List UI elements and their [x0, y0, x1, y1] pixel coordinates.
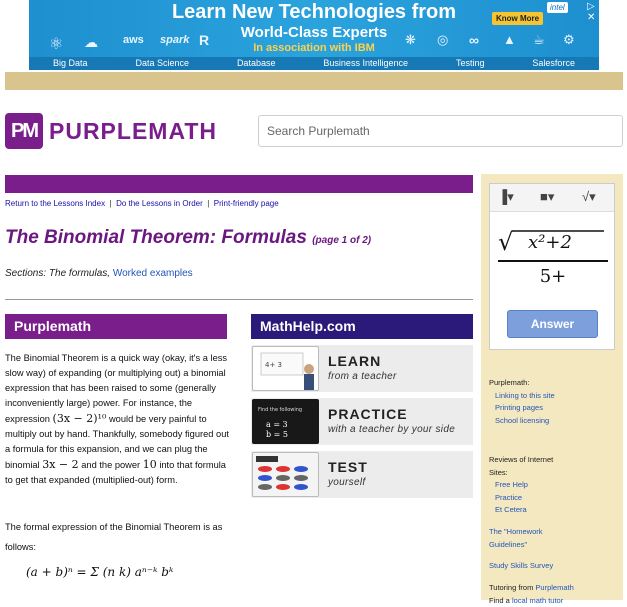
math-expression: (3x − 2)¹⁰	[52, 412, 107, 425]
sidebar-link-homework-guidelines[interactable]: The "Homework Guidelines"	[489, 527, 543, 549]
aws-logo: aws	[123, 34, 144, 46]
answer-button[interactable]: Answer	[507, 310, 598, 338]
math-binomial: 3x − 2	[42, 458, 79, 471]
logo-mark: PM	[5, 113, 43, 149]
practice-subtitle: with a teacher by your side	[328, 424, 456, 435]
sidebar-link-et-cetera[interactable]: Et Cetera	[495, 505, 527, 514]
binomial-formula: (a + b)ⁿ = Σ (n k) aⁿ⁻ᵏ bᵏ	[26, 565, 174, 579]
svg-text:Find the following: Find the following	[258, 407, 303, 413]
sidebar-text: Tutoring from	[489, 583, 536, 592]
return-to-index-link[interactable]: Return to the Lessons Index	[5, 199, 106, 208]
purplemath-box-heading: Purplemath	[5, 314, 227, 339]
sidebar-text: Find a	[489, 595, 512, 605]
ad-category: Data Science	[135, 58, 189, 68]
mathhelp-practice-card[interactable]	[251, 398, 473, 445]
worked-examples-link[interactable]: Worked examples	[112, 268, 193, 279]
ad-category: Database	[236, 58, 276, 68]
triangle-icon: ▲	[503, 32, 516, 47]
sqrt-dropdown-icon[interactable]: √▾	[582, 189, 596, 204]
search-input[interactable]	[258, 115, 623, 147]
sidebar-link-local-tutor[interactable]: local math tutor	[511, 595, 564, 605]
top-divider-bar	[5, 72, 623, 90]
page-number-note: (page 1 of 2)	[312, 235, 372, 246]
intro-text: into that formula to get that expanded (multiplied-out) form.	[5, 460, 226, 485]
sidebar-link-licensing[interactable]: School licensing	[495, 415, 550, 425]
ad-headline: Learn New Technologies from	[171, 1, 457, 23]
sidebar-tutoring-section	[489, 582, 574, 607]
test-subtitle: yourself	[328, 477, 366, 488]
practice-title: PRACTICE	[328, 406, 408, 422]
ad-categories	[29, 57, 599, 70]
math-denominator: 5+	[539, 266, 567, 287]
print-friendly-link[interactable]: Print-friendly page	[213, 199, 279, 208]
ad-category: Testing	[455, 58, 485, 68]
fraction-bar	[498, 260, 608, 262]
spark-logo: spark	[160, 34, 190, 46]
ad-banner[interactable]	[29, 0, 599, 70]
sidebar-link-free-help[interactable]: Free Help	[495, 480, 528, 489]
intro-paragraph	[5, 351, 230, 488]
widget-toolbar	[490, 184, 614, 212]
template-dropdown-icon[interactable]: ■▾	[540, 189, 555, 204]
svg-text:4+ 3: 4+ 3	[265, 361, 282, 369]
learn-thumbnail	[252, 346, 319, 391]
logo-wordmark: PURPLEMATH	[49, 118, 218, 144]
intel-logo: intel	[547, 2, 568, 13]
sidebar-homework-section	[489, 526, 559, 551]
breadcrumb-separator: |	[107, 199, 114, 208]
lessons-in-order-link[interactable]: Do the Lessons in Order	[116, 199, 203, 208]
sidebar-label: Purplemath:	[489, 378, 530, 387]
gear-icon: ⚙	[563, 32, 575, 47]
svg-text:a = 3: a = 3	[266, 420, 288, 429]
sections-nav	[5, 268, 193, 279]
python-icon: ⚛	[49, 36, 64, 53]
practice-thumbnail	[252, 399, 319, 444]
page-title-text: The Binomial Theorem: Formulas	[5, 227, 307, 248]
breadcrumb	[5, 199, 279, 208]
sidebar-link-printing[interactable]: Printing pages	[495, 403, 543, 412]
eye-icon: ◎	[437, 32, 449, 47]
content-top-bar	[5, 175, 473, 193]
ad-category: Business Intelligence	[323, 58, 408, 68]
sidebar-link-practice[interactable]: Practice	[495, 492, 523, 502]
sidebar-link-linking[interactable]: Linking to this site	[495, 390, 555, 400]
formal-expression-paragraph: The formal expression of the Binomial Theorem is as follows:	[5, 522, 223, 552]
java-icon: ☕	[533, 32, 545, 47]
sidebar-label: Reviews of Internet Sites:	[489, 455, 554, 477]
intro-text: and the power	[78, 460, 143, 470]
hadoop-icon: ☁	[84, 34, 98, 50]
math-input-area[interactable]	[498, 220, 608, 290]
sidebar-purplemath-section	[489, 377, 555, 427]
ad-close-icon[interactable]: ▷ ✕	[587, 1, 596, 23]
sidebar-survey-section	[489, 560, 553, 573]
sections-label: Sections: The formulas,	[5, 268, 113, 279]
learn-title: LEARN	[328, 353, 382, 369]
infinity-icon: ∞	[469, 32, 479, 48]
r-logo: R	[199, 32, 210, 48]
sidebar-link-survey[interactable]: Study Skills Survey	[489, 561, 554, 570]
react-icon: ❋	[405, 32, 416, 47]
intro-text: The Binomial Theorem is a quick way (okay, it's a less slow way) of expanding (or multiplying out) a binomial expression that has been raised to some (generally inconveniently large) power. For instance, the expression	[5, 353, 228, 424]
intro-text: would be very painful to multiply out by hand. Thankfully, somebody figured out a formula for this expansion, and we can plug the binomial	[5, 414, 229, 470]
sidebar-link-purplemath[interactable]: Purplemath	[535, 583, 574, 592]
test-thumbnail	[252, 452, 319, 497]
format-dropdown-icon[interactable]: ▐▾	[498, 189, 514, 204]
ad-tagline: In association with IBM	[253, 42, 375, 54]
know-more-button[interactable]: Know More	[492, 12, 543, 25]
radical-icon: √	[498, 228, 514, 256]
breadcrumb-separator: |	[205, 199, 212, 208]
math-power: 10	[142, 458, 157, 471]
ad-category: Big Data	[52, 58, 88, 68]
math-numerator: x²+2	[528, 232, 572, 253]
page-title	[5, 227, 371, 249]
divider	[5, 299, 473, 300]
sidebar-reviews-section	[489, 454, 559, 517]
ad-subheadline: World-Class Experts	[240, 24, 388, 41]
mathhelp-learn-card[interactable]	[251, 345, 473, 392]
learn-subtitle: from a teacher	[328, 371, 397, 382]
mathhelp-test-card[interactable]	[251, 451, 473, 498]
svg-text:b = 5: b = 5	[266, 430, 288, 439]
mathhelp-heading[interactable]: MathHelp.com	[251, 314, 473, 339]
test-title: TEST	[328, 459, 368, 475]
ad-category: Salesforce	[532, 58, 575, 68]
math-solver-widget[interactable]	[489, 183, 615, 350]
